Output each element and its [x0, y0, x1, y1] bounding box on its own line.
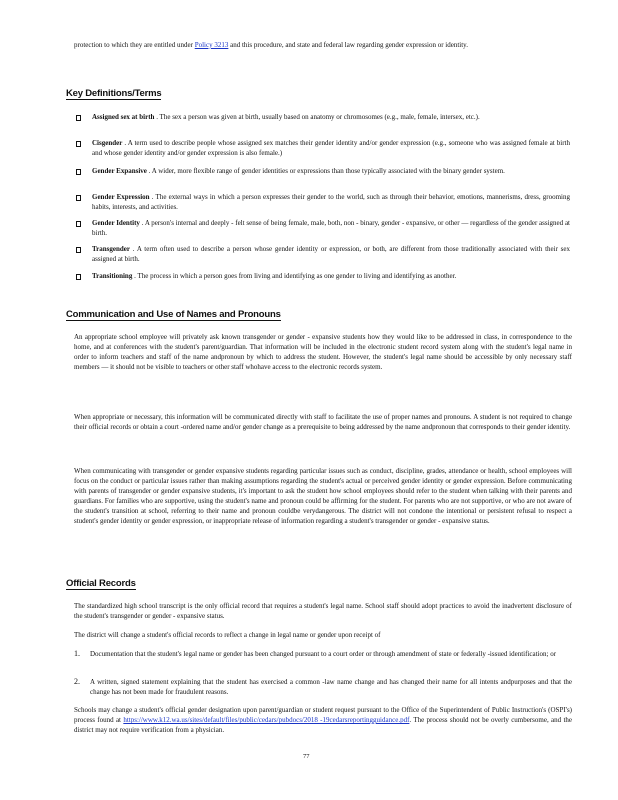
- records-paragraph-3: [74, 705, 572, 735]
- definition-text: . A term often used to describe a person whose gender identity or expression, or both, are different from those traditionally associated with their sex assigned at birth.: [92, 245, 570, 263]
- bullet-icon: [76, 114, 81, 124]
- policy-link[interactable]: Policy 3213: [194, 41, 229, 49]
- bullet-icon: [76, 194, 81, 204]
- definition-text: . A term used to describe people whose assigned sex matches their gender identity and/or gender expression (e.g., someone who was assigned female at birth and whose gender identity and/or gender expression is also female.): [92, 139, 570, 157]
- definition-item: [92, 271, 570, 281]
- definition-term: Gender Expression: [92, 193, 150, 201]
- records-paragraph-2: The district will change a student's official records to reflect a change in legal name or gender upon receipt of: [74, 631, 381, 639]
- definition-term: Transitioning: [92, 272, 133, 280]
- intro-text-1: protection to which they are entitled under: [74, 41, 195, 49]
- definition-item: [92, 218, 570, 238]
- definition-item: [92, 166, 570, 176]
- definition-term: Cisgender: [92, 139, 123, 147]
- page-number: 77: [303, 753, 310, 760]
- definition-term: Gender Identity: [92, 219, 140, 227]
- bullet-icon: [76, 168, 81, 178]
- definitions-heading: Key Definitions/Terms: [66, 88, 162, 99]
- records-list-item: A written, signed statement explaining that the student has exercised a common -law name change and has changed their name for all intents andpurposes and that the change has not been made for fraudulent reasons.: [90, 678, 572, 696]
- definition-item: [92, 138, 570, 158]
- communication-heading: Communication and Use of Names and Pronouns: [66, 309, 281, 320]
- intro-text-2: and this procedure, and state and federal law regarding gender expression or identity.: [228, 41, 468, 49]
- list-number: 2.: [74, 677, 80, 686]
- definition-text: . A person's internal and deeply - felt sense of being female, male, both, non - binary, gender - expansive, or other — regardless of the gender assigned at birth.: [92, 219, 570, 237]
- definition-item: [92, 192, 570, 212]
- definition-text: . The external ways in which a person expresses their gender to the world, such as through their behavior, emotions, mannerisms, dress, grooming habits, interests, and activities.: [92, 193, 570, 211]
- records-list-item: Documentation that the student's legal name or gender has been changed pursuant to a court order or through amendment of state or federally -issued identification; or: [90, 650, 557, 658]
- definition-text: . A wider, more flexible range of gender identities or expressions than those typically associated with the binary gender system.: [146, 167, 505, 175]
- definition-term: Gender Expansive: [92, 167, 147, 175]
- records-paragraph-1: The standardized high school transcript is the only official record that requires a student's legal name. School staff should adopt practices to avoid the inadvertent disclosure of the student's transgender or gender - expansive status.: [74, 602, 572, 620]
- records-text-1: Schools may change a student's official gender designation upon parent/guardian or student request pursuant to the Office of the Superintendent of Public Instruction's (OSPI's) process found at: [74, 706, 572, 724]
- records-text-2: . The process should not be overly cumbersome, and the district may not require verification from a physician.: [74, 716, 572, 734]
- definition-item: [92, 244, 570, 264]
- definition-text: . The process in which a person goes from living and identifying as one gender to living and identifying as another.: [132, 272, 457, 280]
- communication-paragraph-3: When communicating with transgender or gender expansive students regarding particular issues such as conduct, discipline, grades, attendance or health, school employees will focus on the conduct or particular issues rather than making assumptions regarding the student's actual or perceived gender identity or gender expression. Before communicating with parents of transgender or gender expansive students, it's important to ask the student how school employees should refer to the student when talking with their parents and guardians. For families who are supportive, using the student's name and pronoun could be affirming for the student. For parents who are not supportive, or who are not aware of the student's transition at school, referring to their name and pronoun couldbe verydangerous. The district will not condone the intentional or persistent refusal to respect a student's gender identity or gender expression, or inappropriate release of information regarding a student's transgender or gender - expansive status.: [74, 467, 572, 525]
- bullet-icon: [76, 220, 81, 230]
- bullet-icon: [76, 140, 81, 150]
- definition-item: [92, 112, 570, 122]
- communication-paragraph-2: When appropriate or necessary, this information will be communicated directly with staff to facilitate the use of proper names and pronouns. A student is not required to change their official records or obtain a court -ordered name and/or gender change as a prerequisite to being addressed by the name andpronoun that corresponds to their gender identity.: [74, 413, 572, 431]
- definition-text: . The sex a person was given at birth, usually based on anatomy or chromosomes (e.g., male, female, intersex, etc.).: [154, 113, 480, 121]
- ospi-guidance-link[interactable]: https://www.k12.wa.us/sites/default/files/public/cedars/pubdocs/2018 -19cedarsreportingguidance.pdf: [123, 716, 410, 724]
- bullet-icon: [76, 246, 81, 256]
- definition-term: Transgender: [92, 245, 130, 253]
- bullet-icon: [76, 273, 81, 283]
- records-heading: Official Records: [66, 578, 136, 589]
- communication-paragraph-1: An appropriate school employee will privately ask known transgender or gender - expansive students how they would like to be addressed in class, in correspondence to the home, and at conferences with the student's parent/guardian. That information will be included in the electronic student record system along with the student's legal name in order to inform teachers and staff of the name andpronoun by which to address the student. However, the student's legal name should be accessible by only necessary staff members — it should not be visible to teachers or other staff whohave access to the electronic records system.: [74, 333, 572, 371]
- definition-term: Assigned sex at birth: [92, 113, 155, 121]
- list-number: 1.: [74, 649, 80, 658]
- intro-paragraph: [74, 40, 572, 50]
